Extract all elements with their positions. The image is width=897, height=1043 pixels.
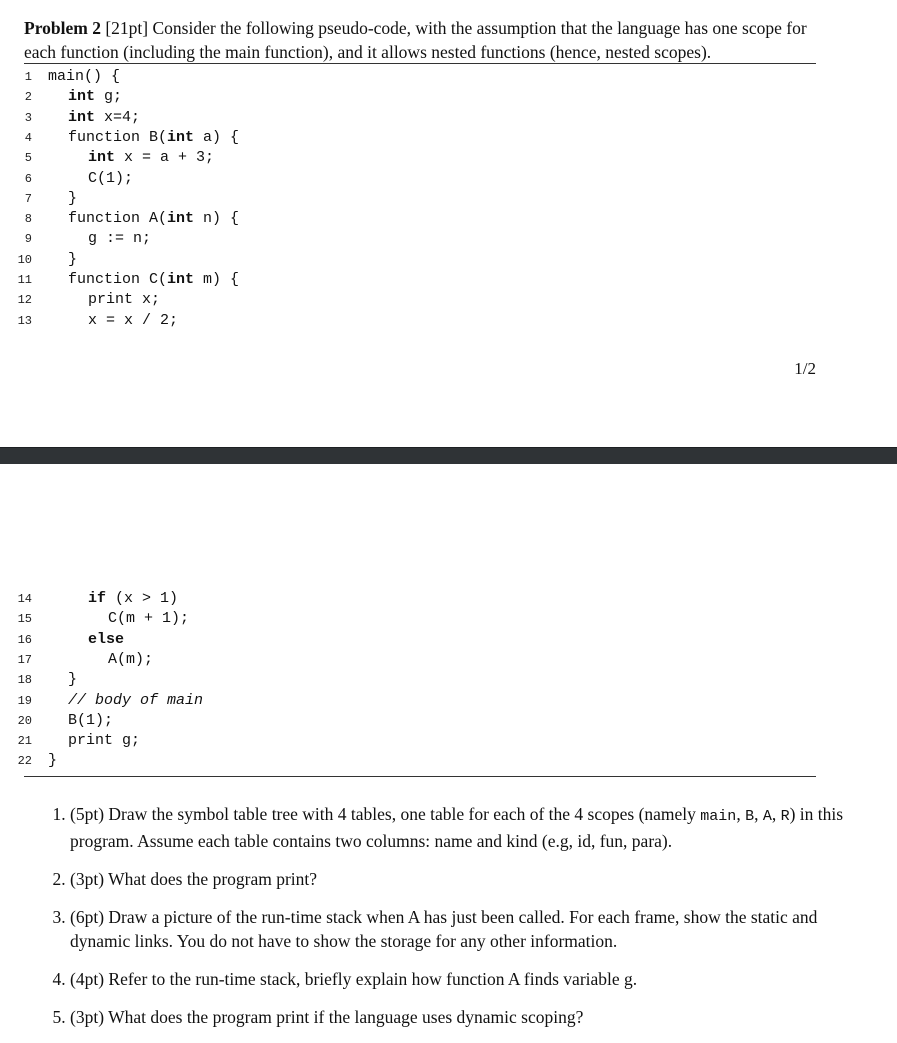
code-token: C(m + 1); bbox=[108, 610, 190, 628]
problem-label: Problem 2 bbox=[24, 18, 101, 38]
code-line bbox=[0, 209, 600, 229]
question-text: Draw a picture of the run-time stack when A has just been called. For each frame, show the static and dynamic links. You do not have to show the storage for any other information. bbox=[70, 907, 818, 951]
question-list bbox=[36, 802, 860, 1043]
code-token: A(m); bbox=[108, 650, 154, 668]
code-token: } bbox=[48, 752, 58, 770]
question-item bbox=[70, 1005, 860, 1029]
code-token: (x > 1) bbox=[106, 590, 179, 607]
code-token: a) { bbox=[194, 128, 240, 146]
code-token: g := n; bbox=[88, 230, 152, 248]
code-line bbox=[0, 630, 600, 650]
line-number: 17 bbox=[17, 652, 32, 667]
question-points: (3pt) bbox=[70, 1007, 105, 1027]
code-token: x=4; bbox=[95, 108, 141, 126]
question-item bbox=[70, 967, 860, 991]
problem-text: Consider the following pseudo-code, with the assumption that the language has one scope for each function (including the main function), and it allows nested functions (hence, nested scopes). bbox=[24, 18, 807, 62]
code-token: function A( bbox=[68, 210, 168, 228]
code-text bbox=[68, 108, 140, 128]
code-text bbox=[88, 148, 214, 168]
code-token: } bbox=[68, 671, 78, 689]
code-keyword: int bbox=[167, 271, 195, 288]
code-token: function B( bbox=[68, 128, 168, 146]
question-text: ) in this program. Assume each table contains two columns: name and kind (e.g, id, fun, para). bbox=[70, 804, 844, 851]
code-keyword: int bbox=[68, 88, 96, 106]
code-text bbox=[88, 169, 133, 189]
code-token: C(1); bbox=[88, 169, 134, 187]
code-line bbox=[0, 270, 600, 290]
code-text bbox=[88, 589, 178, 609]
question-text: Draw the symbol table tree with 4 tables, one table for each of the 4 scopes (namely bbox=[108, 804, 701, 824]
code-token: x = a + 3; bbox=[115, 149, 215, 167]
code-token: main() { bbox=[48, 68, 121, 85]
line-number: 13 bbox=[17, 313, 32, 328]
code-line bbox=[0, 731, 600, 751]
code-line bbox=[0, 67, 600, 87]
question-text: What does the program print if the language uses dynamic scoping? bbox=[108, 1007, 584, 1027]
line-number: 16 bbox=[17, 632, 32, 647]
line-number: 22 bbox=[17, 754, 32, 769]
code-text bbox=[68, 691, 203, 711]
code-text bbox=[88, 229, 151, 249]
question-points: (5pt) bbox=[70, 804, 105, 824]
code-text bbox=[48, 67, 120, 87]
line-number: 6 bbox=[24, 171, 32, 186]
scope-name: main bbox=[700, 808, 737, 825]
line-number: 12 bbox=[17, 293, 32, 308]
line-number: 9 bbox=[24, 232, 32, 247]
code-keyword: int bbox=[167, 210, 195, 228]
question-text: Refer to the run-time stack, briefly explain how function A finds variable g. bbox=[108, 969, 638, 989]
code-text bbox=[88, 290, 160, 310]
code-keyword: int bbox=[167, 128, 195, 146]
question-item bbox=[70, 905, 860, 953]
line-number: 18 bbox=[17, 673, 32, 688]
code-line bbox=[0, 609, 600, 629]
line-number: 20 bbox=[17, 713, 32, 728]
code-text bbox=[68, 128, 239, 148]
code-comment: // body of main bbox=[68, 691, 204, 709]
code-line bbox=[0, 87, 600, 107]
code-text bbox=[88, 311, 178, 331]
code-keyword: int bbox=[88, 149, 116, 167]
line-number: 8 bbox=[24, 212, 32, 227]
line-number: 10 bbox=[17, 252, 32, 267]
question-points: (4pt) bbox=[70, 969, 105, 989]
code-keyword: int bbox=[68, 108, 96, 126]
page-separator bbox=[0, 447, 897, 465]
page-one bbox=[0, 0, 897, 447]
question-item bbox=[70, 867, 860, 891]
question-points: (3pt) bbox=[70, 869, 105, 889]
line-number: 15 bbox=[17, 612, 32, 627]
code-line bbox=[0, 128, 600, 148]
problem-header bbox=[24, 16, 824, 64]
code-text bbox=[48, 751, 57, 771]
code-line bbox=[0, 751, 600, 771]
code-line bbox=[0, 108, 600, 128]
code-keyword: else bbox=[88, 630, 125, 648]
code-line bbox=[0, 169, 600, 189]
code-line bbox=[0, 650, 600, 670]
code-line bbox=[0, 691, 600, 711]
code-line bbox=[0, 711, 600, 731]
code-text bbox=[68, 209, 239, 229]
line-number: 14 bbox=[17, 592, 32, 606]
line-number: 5 bbox=[24, 151, 32, 166]
line-number: 11 bbox=[17, 273, 32, 287]
line-number: 19 bbox=[17, 693, 32, 708]
code-end-rule bbox=[24, 776, 816, 777]
question-item: 1. (5pt) Draw the symbol table tree with 4 tables, one table for each of the 4 scopes (namely main, B, A, R) in this program. Assume each table contains two columns: name and kind (e.g, id, fun, para). bbox=[70, 802, 860, 853]
scope-name: R bbox=[780, 808, 790, 825]
code-token: print x; bbox=[88, 291, 161, 309]
code-text bbox=[68, 250, 77, 270]
code-token: m) { bbox=[194, 271, 240, 288]
code-text bbox=[108, 609, 189, 629]
code-token: n) { bbox=[194, 210, 240, 228]
problem-points: [21pt] bbox=[105, 18, 149, 38]
code-text bbox=[68, 270, 239, 290]
code-token: x = x / 2; bbox=[88, 311, 179, 329]
page-number: 1/2 bbox=[794, 359, 816, 378]
code-token: function C( bbox=[68, 271, 168, 288]
code-line bbox=[0, 311, 600, 331]
code-line bbox=[0, 189, 600, 209]
question-text: What does the program print? bbox=[108, 869, 318, 889]
code-token: } bbox=[68, 189, 78, 207]
code-text bbox=[68, 87, 122, 107]
code-line bbox=[0, 250, 600, 270]
line-number: 3 bbox=[24, 110, 32, 125]
code-line bbox=[0, 148, 600, 168]
code-token: print g; bbox=[68, 732, 141, 750]
line-number: 4 bbox=[24, 130, 32, 145]
code-line bbox=[0, 670, 600, 690]
code-text bbox=[88, 630, 124, 650]
code-text bbox=[68, 670, 77, 690]
code-token: } bbox=[68, 250, 78, 268]
code-line bbox=[0, 290, 600, 310]
line-number: 21 bbox=[17, 734, 32, 749]
scope-name: A bbox=[762, 808, 772, 825]
code-text bbox=[68, 731, 140, 751]
code-text bbox=[68, 711, 113, 731]
line-number: 2 bbox=[24, 90, 32, 105]
question-points: (6pt) bbox=[70, 907, 105, 927]
code-token: g; bbox=[95, 88, 123, 106]
code-line bbox=[0, 229, 600, 249]
header-rule bbox=[24, 63, 816, 64]
code-keyword: if bbox=[88, 590, 107, 607]
scope-name: B bbox=[745, 808, 755, 825]
code-token: B(1); bbox=[68, 711, 114, 729]
code-line bbox=[0, 589, 600, 609]
code-text bbox=[68, 189, 77, 209]
line-number: 7 bbox=[24, 191, 32, 206]
code-text bbox=[108, 650, 153, 670]
line-number: 1 bbox=[24, 70, 32, 84]
